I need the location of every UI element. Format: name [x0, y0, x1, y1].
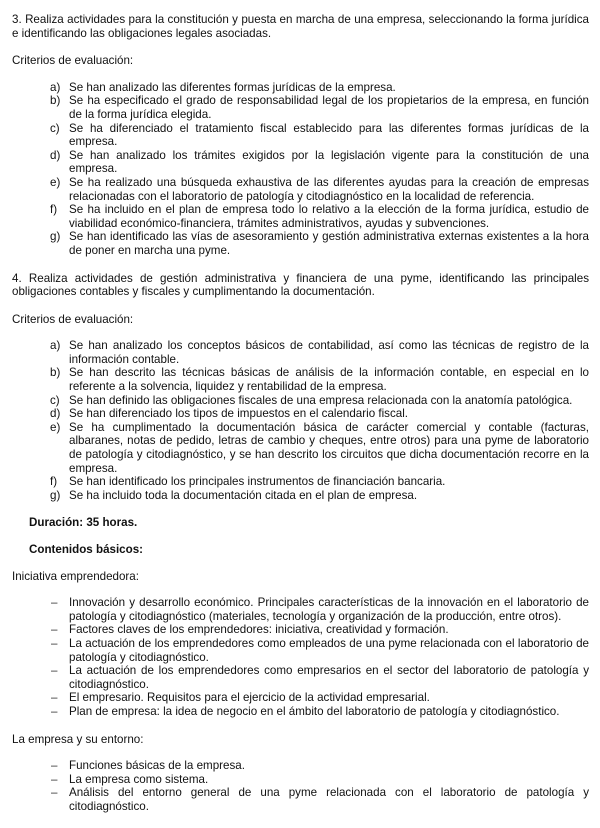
criteria-item [12, 394, 589, 408]
content-block-entorno [12, 733, 589, 814]
criteria-item [12, 421, 589, 475]
criteria-list [12, 81, 589, 258]
list-marker: f) [50, 475, 58, 489]
content-text: La actuación de los emprendedores como empleados de una pyme relacionada con el laboratorio de patología y citodiagnóstico. [69, 636, 589, 664]
contents-heading: Contenidos básicos: [29, 543, 144, 556]
list-marker: g) [50, 230, 61, 244]
criteria-text: Se ha realizado una búsqueda exhaustiva de las diferentes ayudas para la creación de empresas relacionadas con el laboratorio de patología y citodiagnóstico en la localidad de referencia. [69, 175, 589, 203]
criteria-label: Criterios de evaluación: [12, 54, 134, 68]
content-text: Innovación y desarrollo económico. Principales características de la innovación en el laboratorio de patología y citodiagnóstico (materiales, tecnología y organización de la producción, entre otros). [69, 596, 589, 623]
content-item [12, 623, 589, 637]
criteria-text: Se ha incluido en el plan de empresa todo lo relativo a la elección de la forma jurídica, estudio de viabilidad económico-financiera, trámites administrativos, ayudas y subvenciones. [69, 203, 589, 230]
learning-outcome-text: 4. Realiza actividades de gestión administrativa y financiera de una pyme, identificando las principales obligaciones contables y fiscales y cumplimentando la documentación. [12, 271, 589, 299]
content-item [12, 786, 589, 813]
dash-bullet-icon: – [51, 623, 58, 637]
criteria-item [12, 475, 589, 489]
criteria-item [12, 407, 589, 421]
content-list [12, 596, 589, 718]
learning-outcome-text: 3. Realiza actividades para la constitución y puesta en marcha de una empresa, seleccionando la forma jurídica e identificando las obligaciones legales asociadas. [12, 13, 589, 40]
criteria-label: Criterios de evaluación: [12, 312, 134, 326]
dash-bullet-icon: – [51, 772, 58, 786]
dash-bullet-icon: – [51, 664, 58, 678]
content-text: Funciones básicas de la empresa. [69, 759, 245, 773]
list-marker: e) [50, 420, 61, 434]
content-text: Análisis del entorno general de una pyme relacionada con el laboratorio de patología y citodiagnóstico. [69, 786, 589, 813]
criteria-text: Se han identificado los principales instrumentos de financiación bancaria. [69, 475, 446, 489]
dash-bullet-icon: – [51, 596, 58, 610]
dash-bullet-icon: – [51, 636, 58, 650]
list-marker: a) [50, 339, 61, 353]
list-marker: a) [50, 80, 61, 94]
duration-heading: Duración: 35 horas. [29, 516, 138, 530]
content-block-iniciativa [12, 570, 589, 719]
criteria-text: Se han definido las obligaciones fiscales de una empresa relacionada con la anatomía patológica. [69, 393, 573, 407]
criteria-item [12, 230, 589, 257]
list-marker: b) [50, 94, 61, 108]
list-marker: d) [50, 407, 61, 421]
criteria-item [12, 94, 589, 121]
dash-bullet-icon: – [51, 786, 58, 800]
criteria-text: Se ha diferenciado el tratamiento fiscal establecido para las diferentes formas jurídicas de la empresa. [69, 121, 589, 149]
content-item [12, 637, 589, 664]
dash-bullet-icon: – [51, 759, 58, 773]
content-block-title: La empresa y su entorno: [12, 732, 144, 746]
criteria-text: Se ha especificado el grado de responsabilidad legal de los propietarios de la empresa, en función de la forma jurídica elegida. [69, 94, 589, 121]
criteria-text: Se han diferenciado los tipos de impuestos en el calendario fiscal. [69, 407, 408, 421]
criteria-list [12, 339, 589, 502]
learning-outcome-3 [12, 13, 589, 258]
criteria-item [12, 176, 589, 203]
criteria-item [12, 203, 589, 230]
criteria-item [12, 122, 589, 149]
content-item [12, 759, 589, 773]
content-item [12, 691, 589, 705]
list-marker: c) [50, 393, 60, 407]
content-item [12, 664, 589, 691]
criteria-text: Se ha cumplimentado la documentación básica de carácter comercial y contable (facturas, albaranes, notas de pedido, letras de cambio y cheques, entre otros) para una pyme de laboratorio de patología y citodiagnóstico, y se han descrito los circuitos que dicha documentación recorre en la empresa. [69, 420, 589, 475]
criteria-text: Se han analizado los trámites exigidos por la legislación vigente para la constitución de una empresa. [69, 148, 589, 176]
dash-bullet-icon: – [51, 704, 58, 718]
criteria-item [12, 149, 589, 176]
content-item [12, 596, 589, 623]
content-text: Plan de empresa: la idea de negocio en el ámbito del laboratorio de patología y citodiagnóstico. [69, 704, 560, 718]
learning-outcome-4 [12, 272, 589, 503]
list-marker: f) [50, 203, 58, 217]
document-page [12, 13, 589, 828]
content-text: Factores claves de los emprendedores: iniciativa, creatividad y formación. [69, 623, 449, 637]
content-item [12, 705, 589, 719]
criteria-item [12, 339, 589, 366]
criteria-text: Se han analizado los conceptos básicos de contabilidad, así como las técnicas de registro de la información contable. [69, 339, 589, 366]
criteria-text: Se han identificado las vías de asesoramiento y gestión administrativa externas existentes a la hora de poner en marcha una pyme. [69, 230, 589, 257]
criteria-text: Se han descrito las técnicas básicas de análisis de la información contable, en especial en lo referente a la solvencia, liquidez y rentabilidad de la empresa. [69, 366, 589, 394]
dash-bullet-icon: – [51, 691, 58, 705]
list-marker: c) [50, 121, 60, 135]
list-marker: d) [50, 148, 61, 162]
list-marker: e) [50, 175, 61, 189]
criteria-text: Se han analizado las diferentes formas jurídicas de la empresa. [69, 80, 396, 94]
content-item [12, 773, 589, 787]
criteria-text: Se ha incluido toda la documentación citada en el plan de empresa. [69, 488, 418, 502]
content-text: La empresa como sistema. [69, 772, 209, 786]
list-marker: b) [50, 366, 61, 380]
criteria-item [12, 489, 589, 503]
criteria-item [12, 81, 589, 95]
content-list [12, 759, 589, 813]
criteria-item [12, 366, 589, 393]
list-marker: g) [50, 488, 61, 502]
content-text: La actuación de los emprendedores como empresarios en el sector del laboratorio de patología y citodiagnóstico. [69, 664, 589, 691]
content-text: El empresario. Requisitos para el ejercicio de la actividad empresarial. [69, 691, 430, 705]
content-block-title: Iniciativa emprendedora: [12, 569, 139, 583]
